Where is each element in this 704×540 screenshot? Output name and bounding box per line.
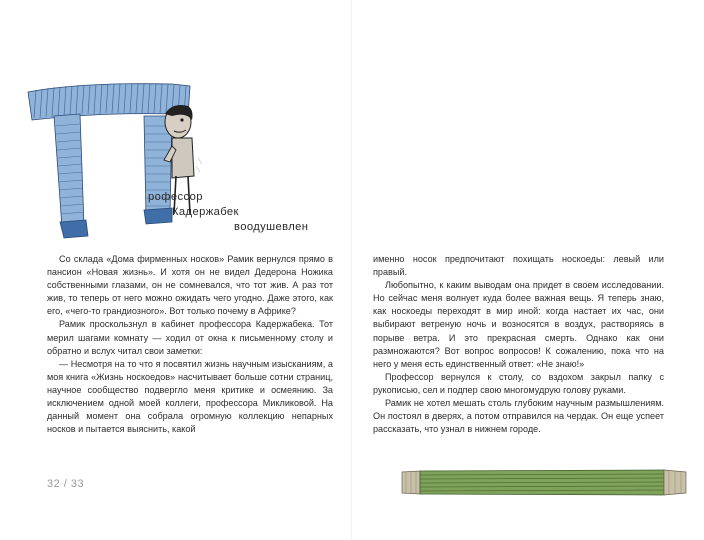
green-sock-illustration <box>398 466 690 498</box>
paragraph: Рамик проскользнул в кабинет профессора Кадержабека. Тот мерил шагами комнату — ходил от окна к письменному столу и обратно и вслух читал свои заметки: <box>47 319 333 356</box>
paragraph: Любопытно, к каким выводам она придет в своем исследовании. Но сейчас меня волнует куда более важная вещь. Я теперь знаю, как носкоеды переходят в мир иной: когда настает их час, они выбирают ветреную ночь и возносятся в воздух, растворяясь в порыве ветра. И это прекрасная смерть. Однако как они размножаются? Вот вопрос вопросов! К сожалению, пока что на него у меня есть единственный ответ: «Не знаю!» <box>373 280 664 369</box>
paragraph: Со склада «Дома фирменных носков» Рамик вернулся прямо в пансион «Новая жизнь». И хотя он не видел Дедерона Ножика собственными глазами, он не сомневался, что тот жив. А раз тот жив, то теперь от него можно ожидать чего угодно. Даже этого, как его, «чего-то грандиозного». Вот только почему в Африке? <box>47 254 333 317</box>
chapter-title-line-3: воодушевлен <box>234 221 309 233</box>
paragraph: Рамик не хотел мешать столь глубоким научным размышлениям. Он постоял в дверях, а потом отправился на чердак. Он еще успеет рассказать, что узнал в нижнем городе. <box>373 398 664 435</box>
chapter-title-line-2: Кадержабек <box>172 206 239 218</box>
paragraph: Профессор вернулся к столу, со вздохом закрыл папку с рукописью, сел и подпер свою многомудрую голову руками. <box>373 371 664 395</box>
paragraph: — Несмотря на то что я посвятил жизнь научным изысканиям, а моя книга «Жизнь носкоедов» насчитывает больше сотни страниц, научное сообщество подвергло меня критике и осмеянию. За исключением одной моей коллеги, профессора Микликовой. На данный момент она собрала огромную коллекцию непарных носков и пытается выяснить, какой <box>47 358 333 435</box>
right-page <box>352 0 704 540</box>
page-number: 32 / 33 <box>47 478 85 490</box>
right-body-text <box>373 253 664 436</box>
paragraph: именно носок предпочитают похищать носкоеды: левый или правый. <box>373 254 664 278</box>
left-body-text <box>47 253 333 436</box>
chapter-title <box>148 190 333 235</box>
chapter-title-line-1: рофессор <box>148 191 203 203</box>
